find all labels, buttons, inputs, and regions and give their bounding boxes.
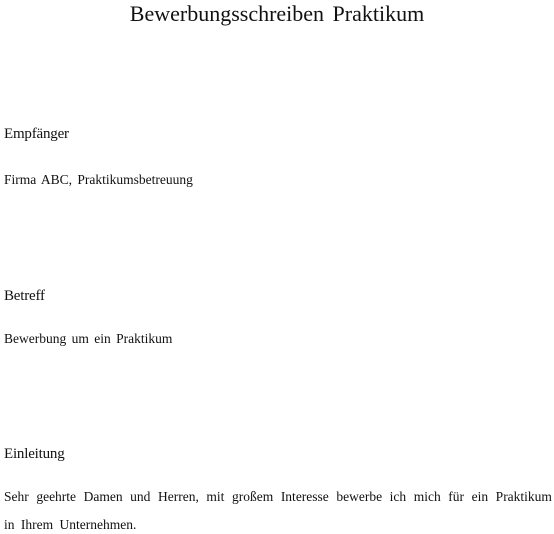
section-heading-introduction: Einleitung xyxy=(4,446,65,462)
section-body-introduction-line: in Ihrem Unternehmen. xyxy=(4,517,137,532)
section-heading-subject: Betreff xyxy=(4,288,45,304)
section-body-subject: Bewerbung um ein Praktikum xyxy=(4,331,173,346)
section-body-introduction-line: Sehr geehrte Damen und Herren, mit großem Interesse bewerbe ich mich für ein Praktikum xyxy=(4,489,552,504)
section-body-recipient: Firma ABC, Praktikumsbetreuung xyxy=(4,172,193,187)
document-title: Bewerbungsschreiben Praktikum xyxy=(129,1,425,26)
section-heading-recipient: Empfänger xyxy=(4,126,69,142)
